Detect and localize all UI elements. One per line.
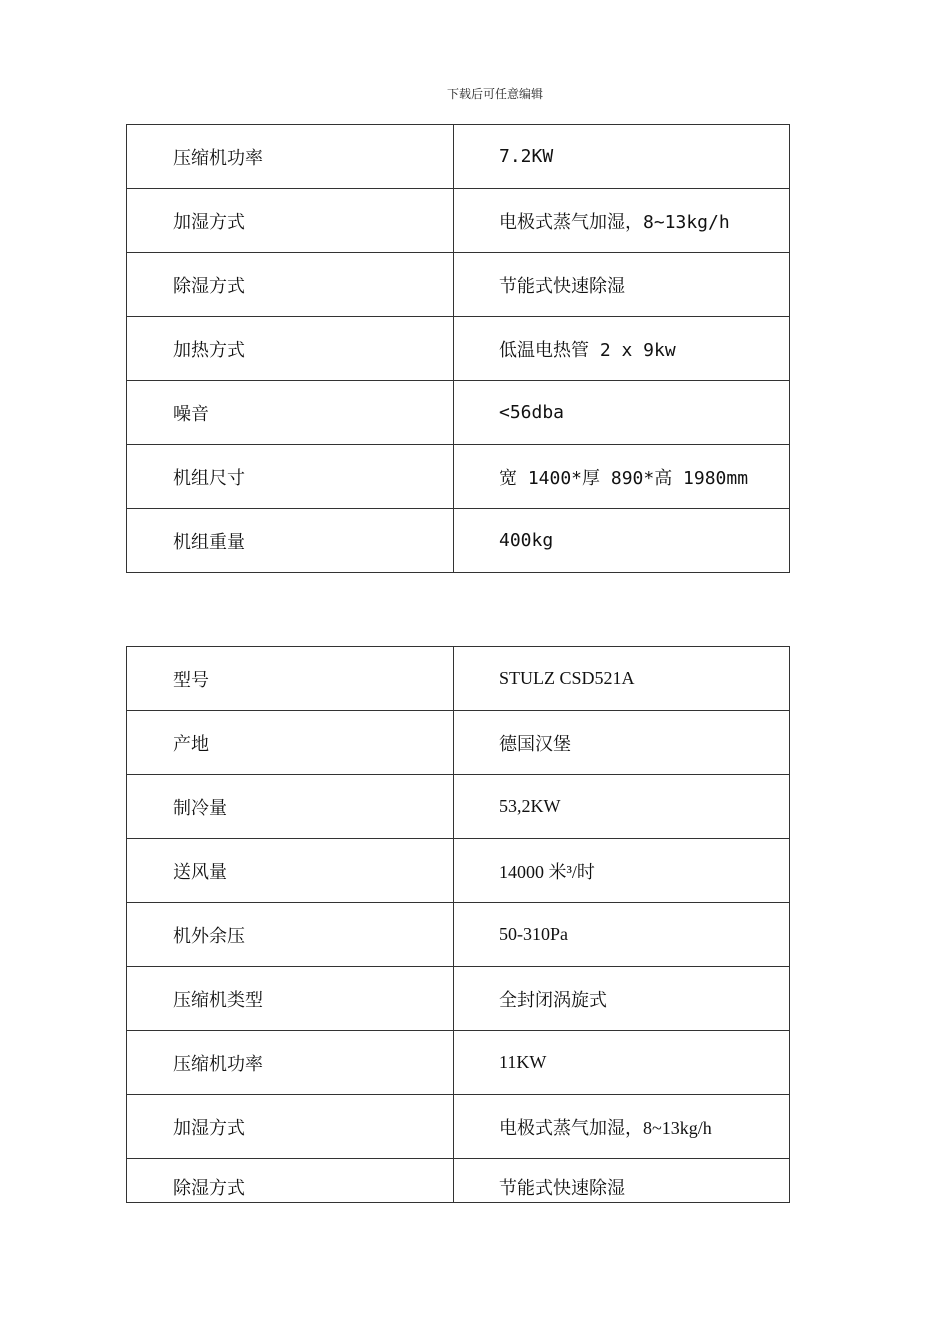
row-label: 加热方式	[127, 317, 454, 381]
row-label: 压缩机类型	[127, 967, 454, 1031]
table-row	[127, 1095, 790, 1159]
table-row	[127, 647, 790, 711]
table-row	[127, 1159, 790, 1203]
row-label: 除湿方式	[127, 1159, 454, 1203]
spec-table-1	[126, 124, 790, 573]
table-row	[127, 903, 790, 967]
row-label: 产地	[127, 711, 454, 775]
row-value: 节能式快速除湿	[454, 253, 790, 317]
table-row	[127, 967, 790, 1031]
table-row	[127, 775, 790, 839]
row-value: 节能式快速除湿	[454, 1159, 790, 1203]
row-label: 机组重量	[127, 509, 454, 573]
row-value: 宽 1400*厚 890*高 1980mm	[454, 445, 790, 509]
table-row	[127, 125, 790, 189]
row-label: 压缩机功率	[127, 125, 454, 189]
row-value: 11KW	[454, 1031, 790, 1095]
spec-table-2	[126, 646, 790, 1203]
row-label: 制冷量	[127, 775, 454, 839]
row-label: 加湿方式	[127, 189, 454, 253]
table-row	[127, 317, 790, 381]
table-row	[127, 839, 790, 903]
row-label: 加湿方式	[127, 1095, 454, 1159]
row-value: 14000 米³/时	[454, 839, 790, 903]
row-value: 低温电热管 2 x 9kw	[454, 317, 790, 381]
row-value: 电极式蒸气加湿，8~13kg/h	[454, 1095, 790, 1159]
row-label: 机组尺寸	[127, 445, 454, 509]
table-row	[127, 509, 790, 573]
row-value: 50-310Pa	[454, 903, 790, 967]
row-value: <56dba	[454, 381, 790, 445]
table-row	[127, 381, 790, 445]
row-label: 送风量	[127, 839, 454, 903]
row-label: 机外余压	[127, 903, 454, 967]
row-value: 德国汉堡	[454, 711, 790, 775]
table-row	[127, 445, 790, 509]
row-value: 7.2KW	[454, 125, 790, 189]
row-label: 型号	[127, 647, 454, 711]
table-row	[127, 711, 790, 775]
table-row	[127, 253, 790, 317]
row-value: STULZ CSD521A	[454, 647, 790, 711]
row-value: 53,2KW	[454, 775, 790, 839]
page-header: 下载后可任意编辑	[446, 87, 543, 101]
row-value: 400kg	[454, 509, 790, 573]
row-label: 噪音	[127, 381, 454, 445]
table-row	[127, 1031, 790, 1095]
table-row	[127, 189, 790, 253]
row-label: 压缩机功率	[127, 1031, 454, 1095]
row-label: 除湿方式	[127, 253, 454, 317]
row-value: 电极式蒸气加湿，8~13kg/h	[454, 189, 790, 253]
row-value: 全封闭涡旋式	[454, 967, 790, 1031]
